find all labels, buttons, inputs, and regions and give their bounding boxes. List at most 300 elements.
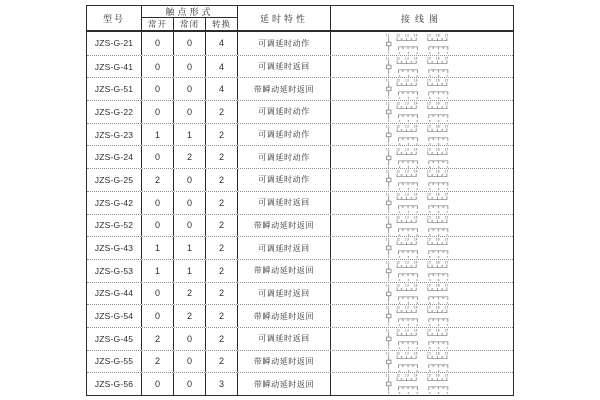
svg-text:13: 13 — [404, 169, 409, 174]
svg-text:17: 17 — [444, 56, 449, 61]
svg-text:1: 1 — [387, 391, 390, 395]
wiring-diagram — [384, 56, 460, 78]
model-cell: JZS-G-54 — [87, 305, 142, 327]
svg-text:11: 11 — [385, 124, 390, 129]
model-cell: JZS-G-21 — [87, 32, 142, 55]
svg-text:×: × — [400, 82, 403, 87]
svg-text:×: × — [441, 272, 445, 277]
svg-text:×: × — [431, 272, 435, 277]
svg-text:13: 13 — [404, 214, 409, 219]
svg-text:×: × — [441, 159, 445, 164]
svg-text:1: 1 — [387, 164, 390, 169]
svg-text:7: 7 — [446, 50, 449, 55]
svg-text:16: 16 — [435, 78, 440, 83]
svg-text:4: 4 — [416, 232, 419, 237]
model-cell: JZS-G-41 — [87, 56, 142, 78]
svg-text:12: 12 — [396, 124, 401, 129]
contact-no-cell: 0 — [142, 78, 174, 100]
contact-co-cell: 4 — [206, 78, 238, 100]
svg-text:×: × — [401, 45, 405, 50]
table-row — [87, 145, 513, 168]
svg-text:6: 6 — [437, 96, 440, 100]
svg-text:2: 2 — [398, 50, 401, 55]
svg-text:×: × — [411, 318, 415, 323]
svg-text:12: 12 — [396, 146, 401, 151]
svg-text:×: × — [430, 286, 434, 291]
svg-text:11: 11 — [385, 373, 390, 378]
contact-no-cell: 1 — [142, 124, 174, 146]
svg-text:17: 17 — [444, 260, 449, 265]
svg-text:3: 3 — [407, 73, 410, 78]
svg-text:×: × — [400, 286, 403, 291]
svg-text:7: 7 — [446, 323, 449, 327]
contact-no-cell: 0 — [142, 56, 174, 78]
svg-text:4: 4 — [416, 368, 419, 373]
svg-text:1: 1 — [387, 278, 390, 282]
svg-text:13: 13 — [404, 32, 409, 37]
svg-text:×: × — [411, 272, 415, 277]
svg-text:3: 3 — [407, 323, 410, 327]
contact-nc-cell: 1 — [174, 124, 206, 146]
delay-cell: 带瞬动延时返回 — [238, 351, 331, 373]
delay-cell: 带瞬动延时返回 — [238, 215, 331, 237]
svg-text:×: × — [411, 114, 415, 119]
contact-co-cell: 2 — [206, 237, 238, 259]
svg-text:13: 13 — [404, 328, 409, 333]
svg-text:×: × — [401, 295, 405, 300]
svg-text:×: × — [430, 218, 434, 223]
svg-text:11: 11 — [385, 78, 390, 83]
svg-text:12: 12 — [396, 101, 401, 106]
svg-text:6: 6 — [437, 323, 440, 327]
svg-text:5: 5 — [428, 141, 431, 146]
delay-cell: 可调延时动作 — [238, 124, 331, 146]
wiring-diagram-cell — [331, 56, 513, 78]
contact-nc-cell: 0 — [174, 101, 206, 123]
svg-text:16: 16 — [435, 282, 440, 287]
svg-text:×: × — [410, 36, 413, 41]
svg-text:×: × — [411, 250, 415, 255]
svg-text:×: × — [401, 318, 405, 323]
svg-text:14: 14 — [413, 101, 418, 106]
svg-text:13: 13 — [404, 351, 409, 356]
contact-co-cell: 2 — [206, 169, 238, 191]
contact-no-cell: 0 — [142, 101, 174, 123]
svg-text:4: 4 — [416, 323, 419, 327]
contact-nc-cell: 0 — [174, 78, 206, 100]
contact-nc-cell: 0 — [174, 351, 206, 373]
svg-text:3: 3 — [407, 300, 410, 305]
table-body — [87, 32, 513, 395]
delay-cell: 可调延时返回 — [238, 283, 331, 305]
svg-text:2: 2 — [398, 164, 401, 169]
svg-text:7: 7 — [446, 368, 449, 373]
svg-text:15: 15 — [426, 328, 431, 333]
svg-text:3: 3 — [407, 278, 410, 282]
svg-text:2: 2 — [398, 368, 401, 373]
svg-text:×: × — [440, 264, 444, 269]
svg-text:×: × — [400, 59, 403, 64]
svg-text:4: 4 — [416, 278, 419, 282]
svg-text:4: 4 — [416, 300, 419, 305]
svg-text:×: × — [430, 82, 434, 87]
svg-text:×: × — [400, 264, 403, 269]
svg-text:14: 14 — [413, 305, 418, 310]
svg-text:7: 7 — [446, 96, 449, 100]
svg-text:17: 17 — [444, 214, 449, 219]
svg-text:15: 15 — [426, 237, 431, 242]
contact-no-cell: 0 — [142, 192, 174, 214]
svg-text:14: 14 — [413, 214, 418, 219]
svg-text:1: 1 — [387, 346, 390, 350]
svg-text:12: 12 — [396, 282, 401, 287]
contact-no-cell: 2 — [142, 328, 174, 350]
svg-text:15: 15 — [426, 101, 431, 106]
svg-text:11: 11 — [385, 56, 390, 61]
header-delay: 延时特性 — [238, 6, 331, 30]
svg-text:13: 13 — [404, 373, 409, 378]
header-model: 型号 — [87, 6, 142, 30]
table-header — [87, 6, 513, 32]
svg-text:×: × — [410, 59, 413, 64]
svg-text:3: 3 — [407, 119, 410, 123]
svg-text:×: × — [431, 227, 435, 232]
svg-text:17: 17 — [444, 192, 449, 197]
svg-text:4: 4 — [416, 164, 419, 169]
svg-text:7: 7 — [446, 346, 449, 350]
svg-text:15: 15 — [426, 32, 431, 37]
delay-cell: 可调延时返回 — [238, 328, 331, 350]
svg-text:15: 15 — [426, 124, 431, 129]
contact-no-cell: 0 — [142, 283, 174, 305]
contact-no-cell: 0 — [142, 146, 174, 168]
delay-cell: 可调延时返回 — [238, 237, 331, 259]
svg-text:12: 12 — [396, 305, 401, 310]
svg-text:×: × — [410, 127, 413, 132]
wiring-diagram — [384, 305, 460, 327]
svg-text:13: 13 — [404, 56, 409, 61]
header-normally-open: 常开 — [142, 18, 174, 30]
contact-no-cell: 1 — [142, 260, 174, 282]
contact-co-cell: 2 — [206, 124, 238, 146]
table-row — [87, 236, 513, 259]
svg-text:15: 15 — [426, 192, 431, 197]
table-row — [87, 100, 513, 123]
svg-text:3: 3 — [407, 210, 410, 214]
svg-text:×: × — [411, 182, 415, 187]
svg-text:×: × — [441, 295, 445, 300]
svg-text:15: 15 — [426, 146, 431, 151]
model-cell: JZS-G-44 — [87, 283, 142, 305]
contact-co-cell: 2 — [206, 260, 238, 282]
svg-text:×: × — [410, 105, 413, 110]
svg-text:7: 7 — [446, 141, 449, 146]
table-row — [87, 282, 513, 305]
svg-text:×: × — [441, 204, 445, 209]
svg-text:2: 2 — [398, 278, 401, 282]
svg-text:5: 5 — [428, 323, 431, 327]
svg-text:3: 3 — [407, 232, 410, 237]
svg-text:15: 15 — [426, 305, 431, 310]
svg-text:1: 1 — [387, 141, 390, 146]
contact-nc-cell: 1 — [174, 260, 206, 282]
contact-nc-cell: 2 — [174, 283, 206, 305]
svg-text:13: 13 — [404, 192, 409, 197]
svg-text:×: × — [410, 218, 413, 223]
model-cell: JZS-G-22 — [87, 101, 142, 123]
svg-text:7: 7 — [446, 300, 449, 305]
svg-text:4: 4 — [416, 119, 419, 123]
svg-text:7: 7 — [446, 210, 449, 214]
contact-nc-cell: 0 — [174, 32, 206, 55]
svg-text:×: × — [431, 204, 435, 209]
svg-text:7: 7 — [446, 278, 449, 282]
svg-text:×: × — [400, 195, 403, 200]
spec-table — [86, 5, 514, 396]
svg-text:×: × — [431, 386, 435, 391]
svg-text:×: × — [441, 114, 445, 119]
header-wiring-diagram: 接线图 — [400, 13, 443, 24]
svg-text:×: × — [441, 363, 445, 368]
wiring-diagram-cell — [331, 32, 513, 55]
svg-text:7: 7 — [446, 391, 449, 395]
contact-no-cell: 0 — [142, 215, 174, 237]
svg-text:2: 2 — [398, 255, 401, 259]
svg-text:1: 1 — [387, 300, 390, 305]
table-row — [87, 372, 513, 395]
svg-text:1: 1 — [387, 210, 390, 214]
svg-text:×: × — [400, 377, 403, 382]
svg-text:×: × — [400, 173, 403, 178]
model-cell: JZS-G-23 — [87, 124, 142, 146]
svg-text:3: 3 — [407, 141, 410, 146]
svg-text:×: × — [411, 227, 415, 232]
svg-text:×: × — [441, 45, 445, 50]
wiring-diagram-cell — [331, 351, 513, 373]
svg-text:×: × — [410, 150, 413, 155]
model-cell: JZS-G-56 — [87, 373, 142, 395]
svg-text:1: 1 — [387, 368, 390, 373]
svg-text:×: × — [400, 36, 403, 41]
delay-cell: 带瞬动延时返回 — [238, 260, 331, 282]
svg-text:×: × — [431, 250, 435, 255]
svg-text:1: 1 — [387, 50, 390, 55]
contact-nc-cell: 0 — [174, 56, 206, 78]
contact-co-cell: 2 — [206, 351, 238, 373]
svg-text:×: × — [440, 82, 444, 87]
svg-text:6: 6 — [437, 187, 440, 191]
svg-text:14: 14 — [413, 146, 418, 151]
svg-text:×: × — [431, 91, 435, 96]
header-changeover: 转换 — [206, 18, 238, 30]
delay-cell: 带瞬动延时返回 — [238, 305, 331, 327]
delay-cell: 可调延时返回 — [238, 56, 331, 78]
svg-text:11: 11 — [385, 169, 390, 174]
table-row — [87, 259, 513, 282]
svg-text:1: 1 — [387, 96, 390, 100]
svg-text:3: 3 — [407, 96, 410, 100]
svg-text:×: × — [401, 159, 405, 164]
svg-text:17: 17 — [444, 32, 449, 37]
svg-text:×: × — [431, 363, 435, 368]
svg-text:16: 16 — [435, 305, 440, 310]
contact-co-cell: 2 — [206, 283, 238, 305]
wiring-diagram-cell — [331, 215, 513, 237]
svg-text:12: 12 — [396, 373, 401, 378]
svg-text:×: × — [400, 127, 403, 132]
table-row — [87, 168, 513, 191]
delay-cell: 可调延时返回 — [238, 192, 331, 214]
svg-text:15: 15 — [426, 373, 431, 378]
svg-text:17: 17 — [444, 328, 449, 333]
svg-text:17: 17 — [444, 305, 449, 310]
svg-text:×: × — [440, 332, 444, 337]
svg-text:17: 17 — [444, 169, 449, 174]
svg-text:×: × — [440, 195, 444, 200]
wiring-diagram-cell — [331, 192, 513, 214]
svg-text:17: 17 — [444, 78, 449, 83]
svg-text:×: × — [440, 377, 444, 382]
svg-text:×: × — [430, 377, 434, 382]
svg-text:16: 16 — [435, 351, 440, 356]
svg-text:16: 16 — [435, 146, 440, 151]
svg-text:×: × — [401, 250, 405, 255]
svg-text:×: × — [430, 150, 434, 155]
svg-text:×: × — [431, 159, 435, 164]
svg-text:2: 2 — [398, 300, 401, 305]
svg-text:6: 6 — [437, 50, 440, 55]
wiring-diagram — [384, 124, 460, 146]
svg-text:5: 5 — [428, 119, 431, 123]
svg-text:4: 4 — [416, 96, 419, 100]
svg-text:4: 4 — [416, 210, 419, 214]
svg-text:4: 4 — [416, 391, 419, 395]
svg-text:×: × — [411, 340, 415, 345]
svg-text:×: × — [430, 105, 434, 110]
svg-text:×: × — [441, 250, 445, 255]
wiring-diagram-cell — [331, 373, 513, 395]
svg-text:×: × — [431, 182, 435, 187]
svg-text:×: × — [400, 218, 403, 223]
svg-text:3: 3 — [407, 164, 410, 169]
svg-text:×: × — [400, 309, 403, 314]
svg-text:×: × — [411, 204, 415, 209]
svg-text:×: × — [441, 68, 445, 73]
svg-text:×: × — [440, 309, 444, 314]
svg-text:7: 7 — [446, 119, 449, 123]
svg-text:×: × — [411, 295, 415, 300]
svg-text:×: × — [430, 36, 434, 41]
svg-text:16: 16 — [435, 192, 440, 197]
model-cell: JZS-G-55 — [87, 351, 142, 373]
delay-cell: 可调延时动作 — [238, 32, 331, 55]
svg-text:16: 16 — [435, 124, 440, 129]
svg-text:16: 16 — [435, 373, 440, 378]
svg-text:6: 6 — [437, 73, 440, 78]
svg-text:×: × — [431, 318, 435, 323]
svg-text:5: 5 — [428, 391, 431, 395]
svg-text:12: 12 — [396, 351, 401, 356]
svg-text:6: 6 — [437, 164, 440, 169]
svg-text:4: 4 — [416, 50, 419, 55]
wiring-diagram — [384, 283, 460, 305]
contact-co-cell: 2 — [206, 328, 238, 350]
svg-text:×: × — [401, 386, 405, 391]
svg-text:14: 14 — [413, 260, 418, 265]
svg-text:×: × — [430, 195, 434, 200]
svg-text:×: × — [430, 354, 434, 359]
contact-no-cell: 2 — [142, 169, 174, 191]
svg-text:3: 3 — [407, 368, 410, 373]
svg-text:×: × — [440, 127, 444, 132]
model-cell: JZS-G-43 — [87, 237, 142, 259]
wiring-diagram-cell — [331, 169, 513, 191]
model-cell: JZS-G-24 — [87, 146, 142, 168]
svg-text:13: 13 — [404, 260, 409, 265]
svg-text:17: 17 — [444, 282, 449, 287]
contact-co-cell: 2 — [206, 146, 238, 168]
svg-text:×: × — [430, 309, 434, 314]
svg-text:5: 5 — [428, 50, 431, 55]
contact-nc-cell: 0 — [174, 373, 206, 395]
svg-text:×: × — [431, 114, 435, 119]
svg-text:×: × — [441, 136, 445, 141]
svg-text:4: 4 — [416, 187, 419, 191]
svg-text:17: 17 — [444, 101, 449, 106]
svg-text:11: 11 — [385, 260, 390, 265]
svg-text:×: × — [440, 36, 444, 41]
svg-text:3: 3 — [407, 391, 410, 395]
svg-text:×: × — [410, 173, 413, 178]
wiring-diagram-cell — [331, 328, 513, 350]
svg-text:14: 14 — [413, 192, 418, 197]
svg-text:12: 12 — [396, 328, 401, 333]
svg-text:15: 15 — [426, 56, 431, 61]
svg-text:5: 5 — [428, 164, 431, 169]
contact-co-cell: 4 — [206, 56, 238, 78]
wiring-diagram — [384, 237, 460, 259]
wiring-diagram — [384, 147, 460, 169]
svg-text:×: × — [401, 227, 405, 232]
svg-text:×: × — [410, 241, 413, 246]
svg-text:2: 2 — [398, 210, 401, 214]
wiring-diagram-cell — [331, 283, 513, 305]
svg-text:×: × — [410, 377, 413, 382]
svg-text:17: 17 — [444, 351, 449, 356]
svg-text:6: 6 — [437, 119, 440, 123]
wiring-diagram — [384, 169, 460, 191]
wiring-diagram — [384, 351, 460, 373]
svg-text:×: × — [440, 150, 444, 155]
svg-text:17: 17 — [444, 237, 449, 242]
svg-text:11: 11 — [385, 328, 390, 333]
svg-text:×: × — [410, 332, 413, 337]
svg-text:×: × — [411, 68, 415, 73]
svg-text:×: × — [410, 286, 413, 291]
wiring-diagram-cell — [331, 146, 513, 168]
svg-text:2: 2 — [398, 323, 401, 327]
svg-text:×: × — [410, 309, 413, 314]
delay-cell: 带瞬动延时返回 — [238, 373, 331, 395]
model-cell: JZS-G-25 — [87, 169, 142, 191]
wiring-diagram — [384, 78, 460, 100]
svg-text:×: × — [430, 332, 434, 337]
svg-text:2: 2 — [398, 346, 401, 350]
contact-nc-cell: 2 — [174, 146, 206, 168]
svg-text:5: 5 — [428, 278, 431, 282]
svg-text:6: 6 — [437, 391, 440, 395]
header-normally-closed: 常闭 — [174, 18, 206, 30]
